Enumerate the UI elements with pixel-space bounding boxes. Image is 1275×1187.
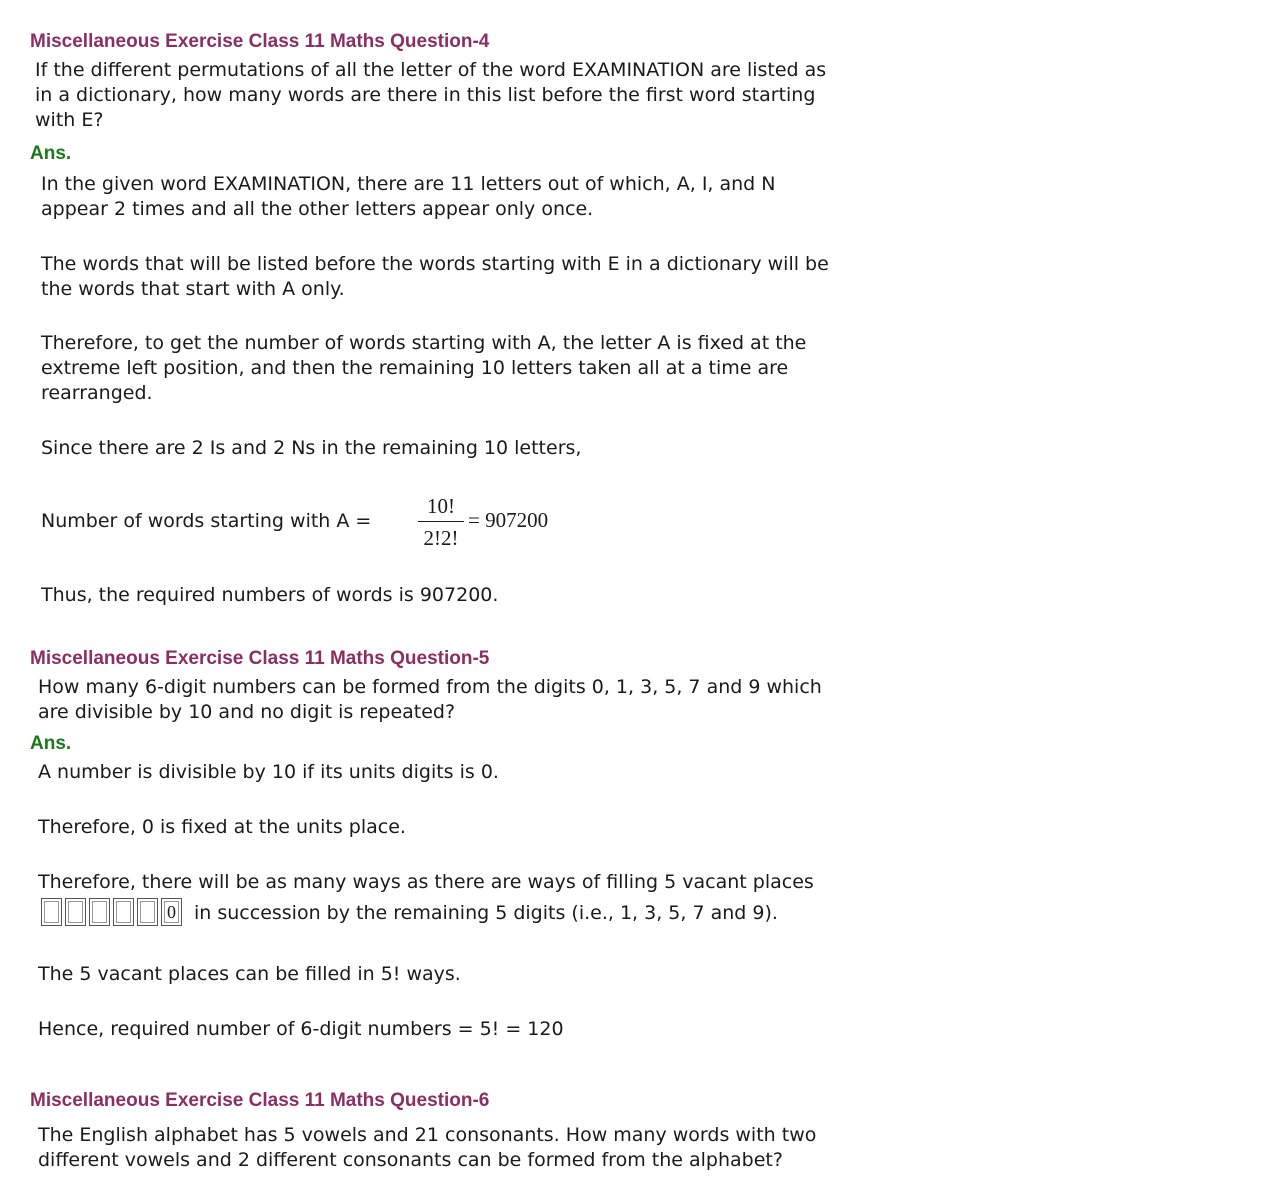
vacant-place-box [137,898,158,926]
answer-line: appear 2 times and all the other letters appear only once. [41,198,594,220]
question-line: How many 6-digit numbers can be formed from the digits 0, 1, 3, 5, 7 and 9 which [38,676,822,698]
answer-line: Therefore, to get the number of words starting with A, the letter A is fixed at the [41,332,807,354]
units-place-box: 0 [161,898,182,926]
question-line: The English alphabet has 5 vowels and 21 consonants. How many words with two [38,1124,817,1146]
q4-answer-paragraph-1 [41,172,776,222]
question-5-heading: Miscellaneous Exercise Class 11 Maths Question-5 [30,648,490,669]
q5-conclusion: Hence, required number of 6-digit numbers = 5! = 120 [38,1018,564,1040]
fraction-result: = 907200 [468,508,549,532]
answer-line: rearranged. [41,382,153,404]
formula-label: Number of words starting with A = [41,510,372,532]
question-line: If the different permutations of all the letter of the word EXAMINATION are listed as [35,59,827,81]
answer-line: In the given word EXAMINATION, there are 11 letters out of which, A, I, and N [41,173,776,195]
answer-label-q4: Ans. [30,143,72,164]
vacant-place-box [65,898,86,926]
q5-answer-paragraph-1: A number is divisible by 10 if its units digits is 0. [38,761,499,783]
fraction-numerator: 10! [427,494,455,518]
fraction-bar [418,521,464,522]
question-line: with E? [35,109,104,131]
question-line: different vowels and 2 different consonants can be formed from the alphabet? [38,1149,783,1171]
vacant-place-box [41,898,62,926]
vacant-place-box [89,898,110,926]
vacant-places-boxes [41,898,185,926]
question-line: are divisible by 10 and no digit is repeated? [38,701,456,723]
fraction-denominator: 2!2! [423,526,459,550]
answer-label-q5: Ans. [30,733,72,754]
answer-line: The words that will be listed before the words starting with E in a dictionary will be [41,253,829,275]
question-4-heading: Miscellaneous Exercise Class 11 Maths Question-4 [30,31,490,52]
answer-line: the words that start with A only. [41,278,345,300]
vacant-place-box [113,898,134,926]
answer-line: extreme left position, and then the remaining 10 letters taken all at a time are [41,357,789,379]
fraction [418,494,464,551]
q4-answer-paragraph-4: Since there are 2 Is and 2 Ns in the remaining 10 letters, [41,437,582,459]
q5-answer-paragraph-3: Therefore, there will be as many ways as there are ways of filling 5 vacant places [38,871,814,893]
question-5-text [38,675,822,725]
question-6-heading: Miscellaneous Exercise Class 11 Maths Question-6 [30,1090,490,1111]
q4-answer-paragraph-3 [41,331,806,406]
question-4-text [35,58,826,133]
question-6-text [38,1123,816,1173]
q5-answer-paragraph-2: Therefore, 0 is fixed at the units place. [38,816,406,838]
q5-answer-paragraph-4: The 5 vacant places can be filled in 5! ways. [38,963,461,985]
q4-answer-paragraph-2 [41,252,829,302]
question-line: in a dictionary, how many words are there in this list before the first word starting [35,84,816,106]
q5-answer-paragraph-3-cont: in succession by the remaining 5 digits (i.e., 1, 3, 5, 7 and 9). [194,902,778,924]
q4-conclusion: Thus, the required numbers of words is 907200. [41,584,499,606]
